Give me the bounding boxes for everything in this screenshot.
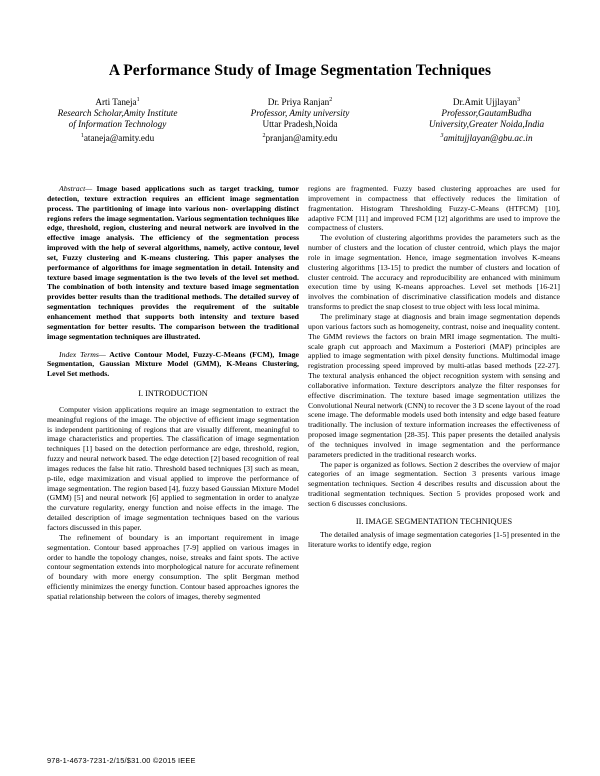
paragraph: The evolution of clustering algorithms provides the parameters such as the number of clusters and the location of cluster centroid, which plays the major role in image segmentation. Hence, image segmentation involves K-means clustering algorithms [13-15] to predict the number of clusters and location of cluster centroid. The accuracy and reproducibility are enhanced with minimum execution time by using K-means approaches. Level set methods [16-21] involves the combination of discriminative classification models and distance transforms to predict the snap closest to true object with less local minima. xyxy=(308,233,560,312)
author-affiliation: University,Greater Noida,India xyxy=(428,119,545,130)
author-affiliation: Professor, Amity university xyxy=(250,108,350,119)
author-location: Uttar Pradesh,Noida xyxy=(262,119,338,130)
paragraph: Computer vision applications require an image segmentation to extract the meaningful regions of the image. The objective of efficient image segmentation is independent partitioning of regions that are visually different, meaningful to image characteristics and properties. The classification of image segmentation techniques [1] based on the detection performance are edge, threshold, region, fuzzy and neural network based. The edge detection [2] based recognition of real images reduces the false hit ratio. Threshold based techniques [3] such as mean, p-tile, edge maximization and visual applied to improve the performance of image segmentation. The region based [4], fuzzy based Gaussian Mixture Model (GMM) [5] and neural network [6] applied to segmentation in order to analyze the curvature regularity, energy function and noise effects in the image. The detailed description of image segmentation techniques based on the various factors discussed in this paper. xyxy=(47,404,299,532)
author-email: $^1$ataneja@amity.edu xyxy=(80,132,155,143)
paragraph: The paper is organized as follows. Section 2 describes the overview of major categories of an image segmentation. Section 3 presents various image segmentation techniques. Section 4 describes results and discussion about the traditional segmentation techniques. Section 5 provides proposed work and section 6 discusses conclusions. xyxy=(308,459,560,508)
right-column xyxy=(308,184,560,549)
paper-title: A Performance Study of Image Segmentation Techniques xyxy=(108,62,492,79)
paragraph: The preliminary stage at diagnosis and brain image segmentation depends upon various factors such as homogeneity, contrast, noise and inequality content. The GMM reviews the factors on brain MRI image segmentation. The multi-scale graph cut approach and Maximum a Posteriori (MAP) principles are applied to image segmentation with pixel density functions. Multimodal image registration processing speed improved by multi-atlas based methods [22-27]. The textural analysis enhanced the object recognition system with sensing and collaborative information. Texture descriptors analyze the filter responses for effective discrimination. The texture based image segmentation utilizes the Convolutional Neural network (CNN) to recover the 3 D scene layout of the road scene image. The deformable models used both intensity and edge based feature traditionally. The inclusion of texture information increases the effectiveness of proposed image segmentation [28-35]. This paper presents the detailed analysis of the techniques involved in image segmentation and the performance parameters predicted in the traditional research works. xyxy=(308,311,561,459)
paragraph: regions are fragmented. Fuzzy based clustering approaches are used for improvement in compactness that effectively reduces the limitation of fragmentation. Histogram Thresholding Fuzzy-C-Means (HTFCM) [10], adaptive FCM [11] and improved FCM [12] algorithms are used to improve the compactness of clusters. xyxy=(308,184,560,233)
author-affiliation: Professor,GautamBudha xyxy=(441,108,532,119)
author-affiliation: Research Scholar,Amity Institute xyxy=(57,108,178,119)
section-heading-techniques: II. IMAGE SEGMENTATION TECHNIQUES xyxy=(355,516,513,526)
paragraph: The refinement of boundary is an important requirement in image segmentation. Contour based approaches [7-9] applied on various images in order to handle the topology changes, noise, streaks and faint spots. The active contour segmentation extends into morphological nature for accurate refinement of boundary with more energy consumption. The split Bergman method efficiently minimizes the energy function. Contour based approaches ignores the spatial relationship between the colors of images, thereby segmented xyxy=(47,532,299,601)
author-email: $^3$amitujjlayan@gbu.ac.in xyxy=(440,132,533,143)
author-name: Arti Taneja$^1$ xyxy=(95,97,140,108)
author-block-2 xyxy=(216,95,384,144)
author-block-3 xyxy=(394,95,579,144)
copyright-footer: 978-1-4673-7231-2/15/$31.00 ©2015 IEEE xyxy=(47,756,196,765)
author-block-1 xyxy=(30,95,205,144)
section-heading-introduction: I. INTRODUCTION xyxy=(138,389,208,399)
left-column xyxy=(47,184,299,602)
author-name: Dr.Amit Ujjlayan$^3$ xyxy=(452,97,521,108)
paragraph: The detailed analysis of image segmentation categories [1-5] presented in the literature works to identify edge, region xyxy=(308,529,560,549)
abstract: Abstract— Image based applications such as target tracking, tumor detection, texture extraction requires an efficient image segmentation process. The partitioning of image into various non- overlapping distinct regions refers the image segmentation. Various segmentation techniques like edge, threshold, region, clustering and neural network are involved in the effective image analysis. The efficiency of the segmentation process improved with the help of several algorithms, namely, active contour, level set, Fuzzy clustering and K-means clustering. This paper analyses the performance of algorithms for image segmentation in detail. Intensity and texture based image segmentation is the two levels of the level set method. The combination of both intensity and texture based image segmentation provides better results than the traditional methods. The detailed survey of segmentation techniques provides the requirement of the suitable enhancement method that supports both intensity and texture based segmentation for better results. The comparison between the traditional image segmentation techniques are illustrated. xyxy=(47,184,299,341)
author-affiliation: of Information Technology xyxy=(68,119,167,130)
index-terms: Index Terms— Active Contour Model, Fuzzy-C-Means (FCM), Image Segmentation, Gaussian Mixture Model (GMM), K-Means Clustering, Level Set methods. xyxy=(47,349,299,379)
author-name: Dr. Priya Ranjan$^2$ xyxy=(267,97,333,108)
author-email: $^2$pranjan@amity.edu xyxy=(262,132,338,143)
